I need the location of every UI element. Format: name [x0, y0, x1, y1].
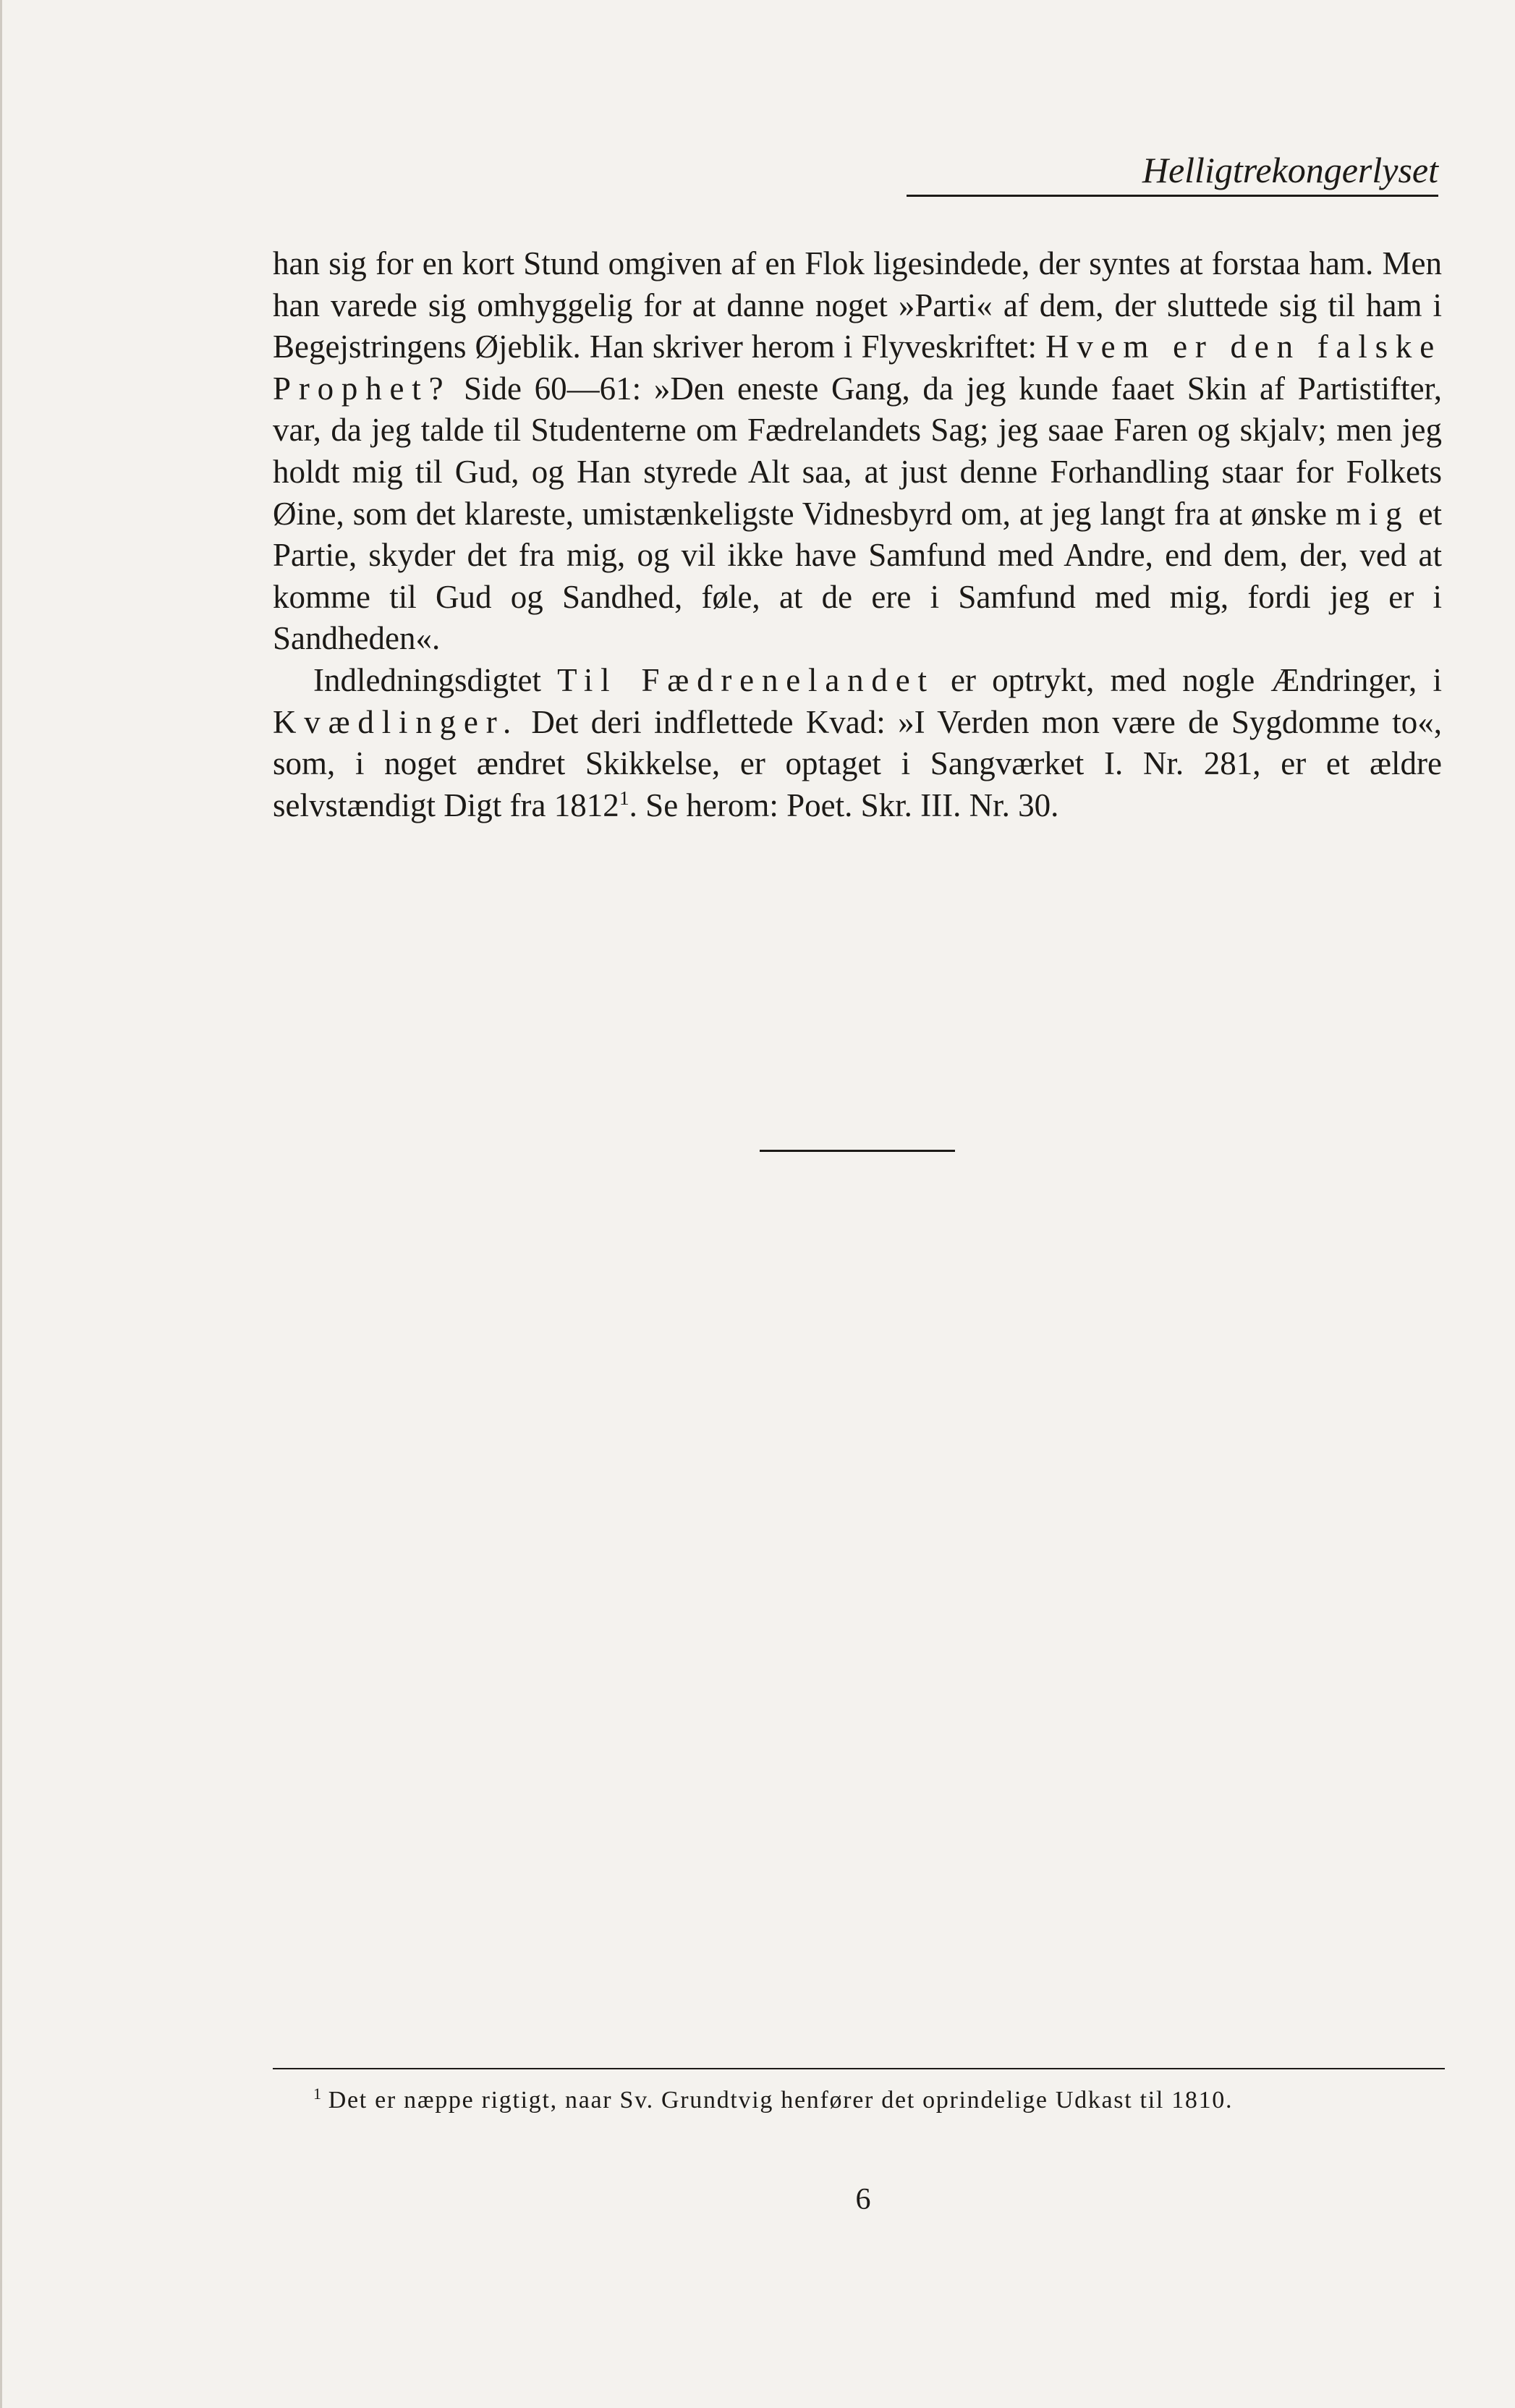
- paragraph-2: [273, 660, 1442, 826]
- running-header: Helligtrekongerlyset: [907, 148, 1438, 197]
- section-end-rule: [760, 1150, 955, 1152]
- paragraph-2-text-c: er optrykt, med nogle Ændringer, i: [934, 661, 1443, 698]
- paragraph-1-text-c: Side 60—61: »Den eneste Gang, da jeg kunde faaet Skin af Partistifter, var, da jeg talde til Studenterne om Fædrelandets Sag; jeg saae Faren og skjalv; men jeg holdt mig til Gud, og Han styrede Alt saa, at just denne Forhandling staar for Folkets Øine, som det klareste, umistænkeligste Vidnesbyrd om, at jeg langt fra at ønske: [273, 370, 1442, 532]
- body-text: [273, 243, 1442, 826]
- paragraph-1: [273, 243, 1442, 660]
- footnote-reference: 1: [619, 787, 629, 810]
- footnote: [273, 2082, 1445, 2119]
- paragraph-2-text-a: Indledningsdigtet: [313, 661, 558, 698]
- collection-title: Kvædlinger.: [273, 703, 519, 740]
- paragraph-1-text-a: han sig for en kort Stund omgiven af en Flok ligesindede, der syntes at forstaa ham. Men han varede sig omhyggelig for at danne noget »Parti« af dem, der sluttede sig til ham i Begejstringens Øjeblik. Han skriver herom i Flyveskriftet:: [273, 245, 1442, 365]
- paragraph-2-text-f: . Se herom: Poet. Skr. III. Nr. 30.: [629, 787, 1059, 823]
- footnote-marker: 1: [313, 2084, 323, 2103]
- footnote-divider: [273, 2068, 1445, 2069]
- page-number: 6: [855, 2183, 871, 2216]
- emphasis-mig: mig: [1336, 495, 1410, 532]
- paragraph-2-text-e: Det deri indflettede Kvad: »I Verden mon være de Sygdomme to«, som, i noget ændret Skikkelse, er optaget i Sangværket I. Nr. 281, er et ældre selvstændigt Digt fra 1812: [273, 703, 1442, 823]
- pamphlet-title: Hvem er den falske Prophet?: [273, 328, 1442, 407]
- footnote-text: Det er næppe rigtigt, naar Sv. Grundtvig henfører det oprindelige Udkast til 1810.: [328, 2087, 1234, 2114]
- paragraph-1-text-e: et Partie, skyder det fra mig, og vil ikke have Samfund med Andre, end dem, der, ved at komme til Gud og Sandhed, føle, at de ere i Samfund med mig, fordi jeg er i Sandheden«.: [273, 495, 1442, 657]
- poem-title: Til Fædrenelandet: [557, 661, 935, 698]
